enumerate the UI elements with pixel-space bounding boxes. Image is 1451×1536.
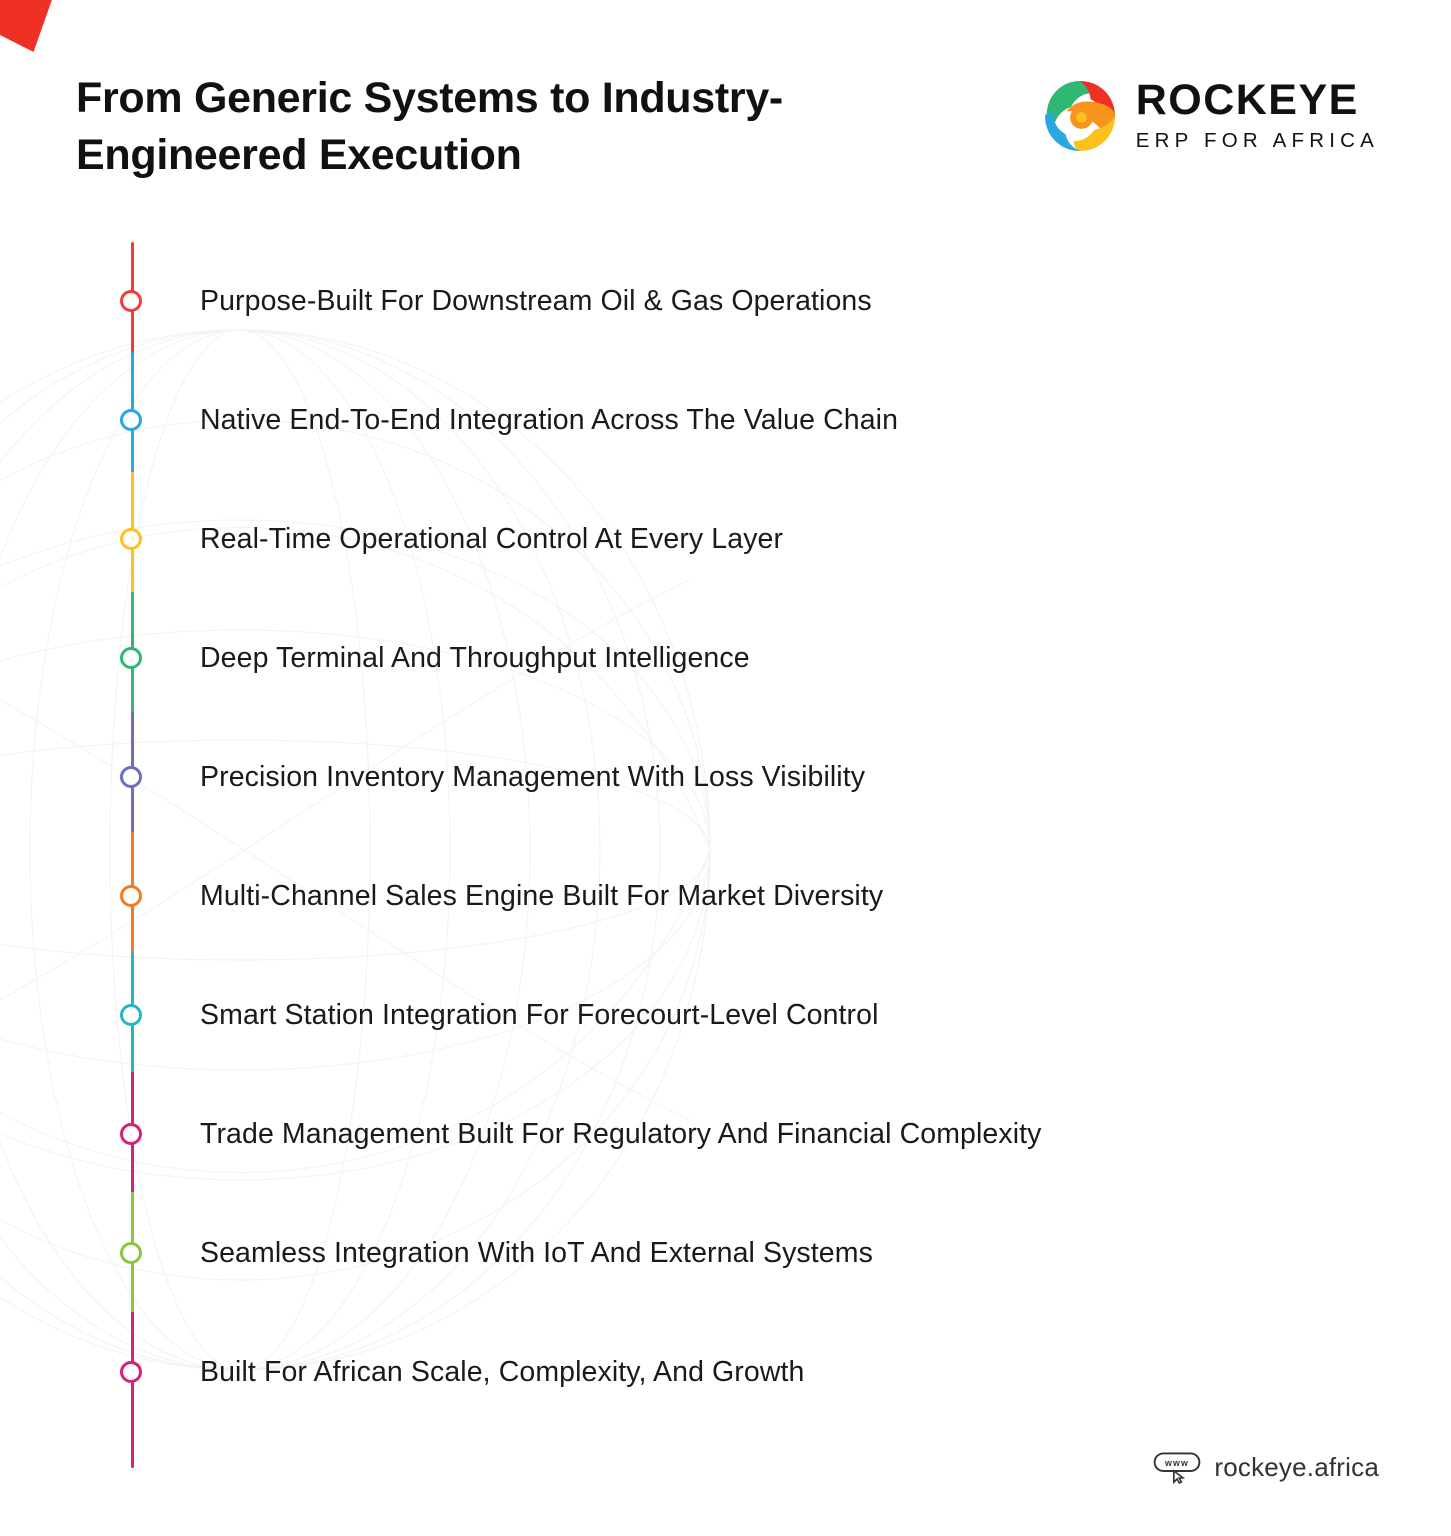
timeline-dot-icon — [120, 1242, 142, 1264]
list-item-label: Seamless Integration With IoT And External Systems — [200, 1236, 873, 1269]
list-item-label: Native End-To-End Integration Across The Value Chain — [200, 403, 899, 436]
svg-text:www: www — [1165, 1458, 1190, 1469]
list-item-label: Smart Station Integration For Forecourt-Level Control — [200, 998, 879, 1031]
list-item — [76, 956, 1451, 1075]
page-header — [0, 0, 1451, 184]
timeline-dot-icon — [120, 766, 142, 788]
list-item-label: Real-Time Operational Control At Every Layer — [200, 522, 784, 555]
timeline-dot-icon — [120, 409, 142, 431]
list-item — [76, 599, 1451, 718]
list-item — [76, 718, 1451, 837]
timeline-dot-icon — [120, 647, 142, 669]
rockeye-swirl-logo-icon — [1042, 78, 1118, 154]
timeline-dot-icon — [120, 290, 142, 312]
list-item-label: Purpose-Built For Downstream Oil & Gas Operations — [200, 284, 872, 317]
brand-name: ROCKEYE — [1135, 76, 1359, 124]
list-item-label: Multi-Channel Sales Engine Built For Market Diversity — [200, 879, 884, 912]
timeline-dot-icon — [120, 1123, 142, 1145]
brand-text-block — [1135, 76, 1379, 153]
list-item — [76, 361, 1451, 480]
timeline-dot-icon — [120, 1004, 142, 1026]
brand-lockup — [1042, 78, 1379, 154]
timeline-dot-icon — [120, 885, 142, 907]
timeline-items — [76, 242, 1451, 1432]
list-item — [76, 1075, 1451, 1194]
list-item — [76, 837, 1451, 956]
website-url[interactable]: rockeye.africa — [1214, 1451, 1379, 1482]
brand-tagline: ERP FOR AFRICA — [1135, 129, 1379, 152]
list-item-label: Trade Management Built For Regulatory And Financial Complexity — [200, 1117, 1042, 1150]
page-title: From Generic Systems to Industry-Engineered Execution — [76, 74, 783, 179]
list-item — [76, 242, 1451, 361]
corner-flag-decoration — [0, 0, 58, 52]
www-mouse-icon — [1153, 1450, 1201, 1484]
list-item-label: Deep Terminal And Throughput Intelligence — [200, 641, 750, 674]
timeline-dot-icon — [120, 528, 142, 550]
list-item-label: Precision Inventory Management With Loss Visibility — [200, 760, 866, 793]
list-item — [76, 480, 1451, 599]
website-footer[interactable] — [1153, 1450, 1379, 1484]
list-item — [76, 1313, 1451, 1432]
timeline — [0, 242, 1451, 1432]
list-item — [76, 1194, 1451, 1313]
corner-flag-shape — [0, 0, 54, 52]
list-item-label: Built For African Scale, Complexity, And Growth — [200, 1355, 805, 1388]
timeline-dot-icon — [120, 1361, 142, 1383]
